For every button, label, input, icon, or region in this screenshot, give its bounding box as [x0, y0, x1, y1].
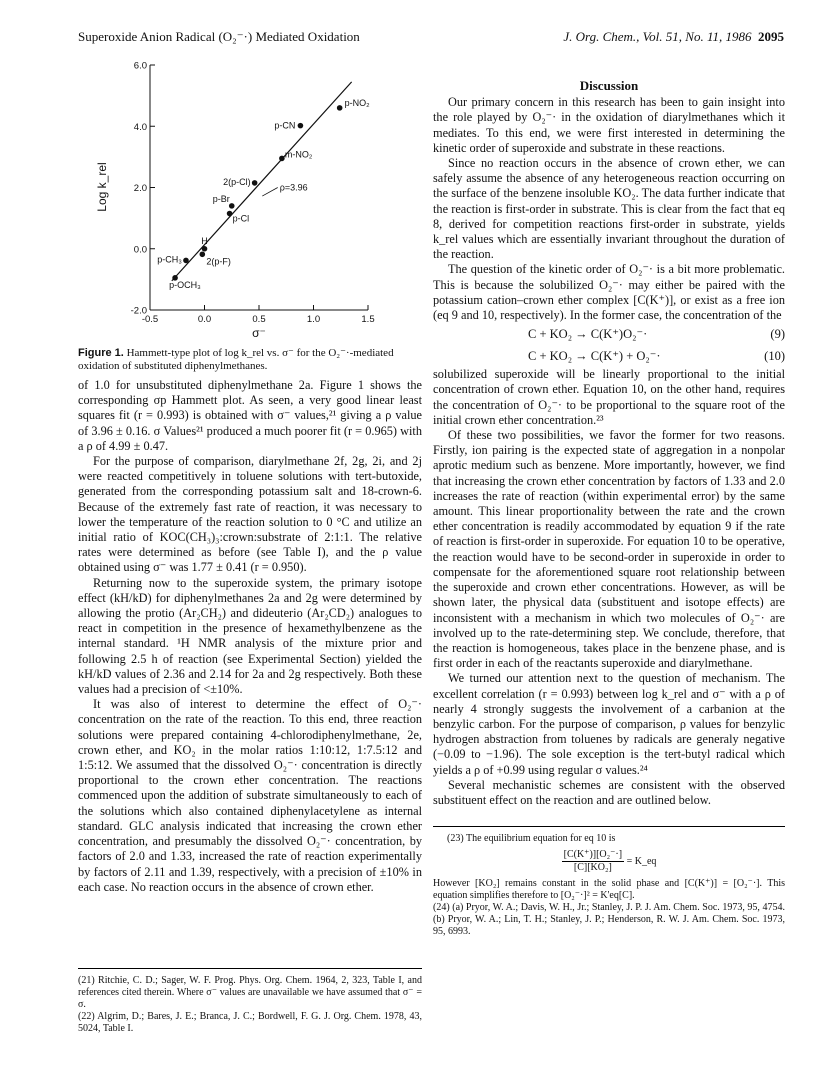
paragraph: It was also of interest to determine the effect of O₂⁻· concentration on the rate of the reaction. To this end, three reaction solutions were prepared containing 4-chlorodiphenylmethane, 2e, crown ether, and KO₂ in the molar ratios 1:10:12, 1:7.5:12 and 1:5:12. We assumed that the dissolved O₂⁻· concentration is directly proportional to the crown ether concentration. The reactions commenced upon the addition of substrate simultaneously to each of the solutions which also contained diphenylacetylene as internal standard. GLC analysis indicated that increasing the crown ether concentration, and presumably the dissolved O₂⁻· concentration, by factors of 2.0 and 1.33, increased the rate of reaction experimentally by factors of 2.11 and 1.39, respectively, with a precision of ±10% in each case. No reaction occurs in the absence of crown ether. — [78, 697, 422, 894]
equation-9 — [433, 323, 785, 345]
data-point — [183, 258, 189, 264]
paragraph: of 1.0 for unsubstituted diphenylmethane 2a. Figure 1 shows the corresponding σp Hammett plot. As seen, a very good linear least squares fit (r = 0.993) is obtained with σ⁻ values,²¹ giving a ρ value of 3.96 ± 0.16. σ Values²¹ produced a much poorer fit (r = 0.965) with a ρ of 4.99 ± 0.47. — [78, 378, 422, 453]
footnote-22: (22) Algrim, D.; Bares, J. E.; Branca, J. C.; Bordwell, F. G. J. Org. Chem. 1978, 43, 5024, Table I. — [78, 1011, 422, 1034]
point-label: p-Br — [212, 193, 230, 204]
point-label: 2(p-F) — [206, 256, 231, 267]
point-label: p-CN — [274, 120, 296, 131]
footnote-23-rest: However [KO₂] remains constant in the solid phase and [C(K⁺)] = [O₂⁻·]. This equation simplifies therefore to [O₂⁻·]² = K'eq[C]. — [433, 878, 785, 902]
hammett-plot — [78, 55, 422, 345]
y-tick-label: -2.0 — [130, 305, 147, 317]
x-tick-label: 1.5 — [361, 314, 375, 325]
fraction-denominator: [C][KO₂] — [573, 862, 612, 873]
paragraph: We turned our attention next to the question of mechanism. The excellent correlation (r = 0.993) between log k_rel and σ⁻ with a ρ of nearly 4 strongly suggests the involvement of a carbanion at the benzylic carbon. For the purpose of comparison, ρ values for benzylic hydrogen abstraction from toluenes by radicals are generaly negative (−0.09 to −1.96). The sole exception is the tert-butyl radical which yields a ρ of +0.99 using regular σ values.²⁴ — [433, 671, 785, 777]
fraction-rhs: = K_eq — [626, 855, 657, 867]
paragraph: Our primary concern in this research has been to gain insight into the role played by O₂⁻· in the oxidation of diarylmethanes which it mediates. To this end, we were first interested in determining the kinetic order of superoxide and substrate in these reactions. — [433, 95, 785, 155]
data-point — [279, 156, 285, 162]
axis-ticks — [131, 61, 375, 326]
data-point — [202, 246, 208, 252]
plot-frame — [150, 65, 368, 310]
regression-line — [172, 82, 352, 281]
journal-citation: J. Org. Chem., Vol. 51, No. 11, 1986 — [563, 29, 752, 44]
data-point — [200, 251, 206, 257]
y-tick-label: 6.0 — [133, 60, 147, 72]
point-label: m-NO₂ — [284, 149, 313, 160]
data-point — [298, 123, 304, 129]
running-header-title: Superoxide Anion Radical (O₂⁻·) Mediated Oxidation — [78, 29, 360, 44]
left-footnotes — [78, 968, 422, 1035]
footnote-24: (24) (a) Pryor, W. A.; Davis, W. H., Jr.; Stanley, J. P. J. Am. Chem. Soc. 1973, 95, 4754. (b) Pryor, W. A.; Lin, T. H.; Stanley, J. P.; Henderson, R. W. J. Am. Chem. Soc. 1973, 95, 6993. — [433, 902, 785, 938]
figure-label: Figure 1. — [78, 347, 124, 359]
equation-9-number: (9) — [770, 327, 785, 342]
x-axis-label: σ⁻ — [252, 326, 266, 340]
x-tick-label: 1.0 — [306, 314, 321, 325]
figure-caption — [78, 347, 422, 373]
footnote-23-intro: (23) The equilibrium equation for eq 10 is — [447, 833, 616, 844]
point-label: p-CH₃ — [157, 254, 182, 265]
x-tick-label: -0.5 — [141, 314, 159, 325]
equation-10 — [433, 345, 785, 367]
x-tick-label: 0.0 — [197, 314, 212, 325]
rho-annotation: ρ=3.96 — [279, 182, 308, 193]
data-point — [337, 105, 343, 111]
y-axis-label: Log k_rel — [95, 162, 109, 212]
paragraph: Since no reaction occurs in the absence of crown ether, we can safely assume the absence of any heterogeneous reaction occurring on the surface of the benzene insoluble KO₂. The data further indicate that the reaction is first-order in substrate. This is clear from the fact that eq 8, derived for competition reactions first-order in substrate, yields k_rel values which are essentially invariant throughout the duration of the reaction. — [433, 156, 785, 262]
paragraph: solubilized superoxide will be linearly proportional to the initial concentration of crown ether. Equation 10, on the other hand, requires the concentration of O₂⁻· to be proportional to the square root of the initial crown ether concentration.²³ — [433, 367, 785, 427]
rho-leader-line — [262, 188, 277, 197]
running-header-journal — [563, 29, 784, 45]
y-tick-label: 0.0 — [133, 244, 147, 256]
point-label: p-NO₂ — [344, 97, 370, 108]
page-number: 2095 — [758, 29, 784, 44]
left-column — [78, 378, 422, 895]
paragraph: The question of the kinetic order of O₂⁻· is a bit more problematic. This is because the solubilized O₂⁻· may either be paired with the potassium cation–crown ether complex [C(K⁺)], or exist as a free ion (eq 9 and 10, respectively). In the former case, the concentration of the — [433, 262, 785, 323]
paragraph: Of these two possibilities, we favor the former for two reasons. Firstly, ion pairing is the expected state of aggregation in a nonpolar aprotic medium such as benzene. More importantly, however, we find that increasing the crown ether concentration by factors of 1.33 and 2.0 increases the rate of reaction (within experimental error) by the same amount. This linear proportionality between the rate and the crown ether concentration is readily accommodated by equation 9 if the rate of reaction is first-order in superoxide. For equation 10 to be operative, the reaction would have to be second-order in superoxide in order to compensate for the aforementioned square root relationship between the superoxide and crown ether concentrations. However, as will be shown later, the physical data (substituent and isotope effects) are inconsistent with a mechanism in which two molecules of O₂⁻· are involved up to the rate-determining step. We conclude, therefore, that the reaction is homogeneous, takes place in the benzene phase, and is first order in each of the reactants superoxide and diarylmethane. — [433, 428, 785, 671]
equation-10-body: C + KO₂ → C(K⁺) + O₂⁻· — [528, 349, 661, 364]
point-label: p-OCH₃ — [169, 279, 201, 290]
fraction-numerator: [C(K⁺)][O₂⁻·] — [563, 849, 623, 860]
paragraph: Several mechanistic schemes are consistent with the observed substituent effect on the reaction and are outlined below. — [433, 777, 785, 807]
point-label: 2(p-Cl) — [223, 176, 251, 187]
figure-caption-text: Hammett-type plot of log k_rel vs. σ⁻ for the O₂⁻·-mediated oxidation of substituted diphenylmethanes. — [78, 347, 394, 372]
paragraph: For the purpose of comparison, diarylmethane 2f, 2g, 2i, and 2j were reacted competitively in toluene solutions with tert-butoxide, generated from the corresponding potassium salt and 18-crown-6. Because of the extremely fast rate of reaction, it was necessary to lower the temperature of the reaction solution to 0 °C and utilize an initial ratio of KOC(CH₃)₃:crown:substrate of 2:1:1. The relative rates were determined as before (see Table I), and the ρ value obtained using σ⁻ was 1.77 ± 0.41 (r = 0.950). — [78, 454, 422, 575]
right-column — [433, 78, 785, 808]
point-label: p-Cl — [232, 213, 250, 224]
right-footnotes — [433, 826, 785, 938]
data-point — [227, 211, 233, 217]
data-point — [252, 180, 258, 186]
point-label: H — [201, 235, 208, 246]
equation-10-number: (10) — [764, 349, 785, 364]
y-tick-label: 2.0 — [133, 183, 147, 194]
equilibrium-fraction — [433, 849, 785, 874]
x-tick-label: 0.5 — [252, 314, 266, 325]
data-point — [229, 203, 235, 209]
section-heading: Discussion — [579, 78, 639, 93]
y-tick-label: 4.0 — [133, 121, 147, 133]
paragraph: Returning now to the superoxide system, the primary isotope effect (kH/kD) for diphenylmethanes 2a and 2g were determined by allowing the protio (Ar₂CH₂) and dideuterio (Ar₂CD₂) analogues to react in competition in the presence of hexamethylbenzene as the internal standard. ¹H NMR analysis of the mixture prior and following 2.5 h of reaction (see Experimental Section) yielded the kH/kD values of 2.36 and 2.14 for 2a and 2g respectively. Both these values had a precision of <±10%. — [78, 575, 422, 697]
equation-9-body: C + KO₂ → C(K⁺)O₂⁻· — [528, 327, 648, 342]
footnote-21: (21) Ritchie, C. D.; Sager, W. F. Prog. Phys. Org. Chem. 1964, 2, 323, Table I, and references cited therein. Where σ⁻ values are unavailable we have assumed that σ⁻ = σ. — [78, 975, 422, 1010]
